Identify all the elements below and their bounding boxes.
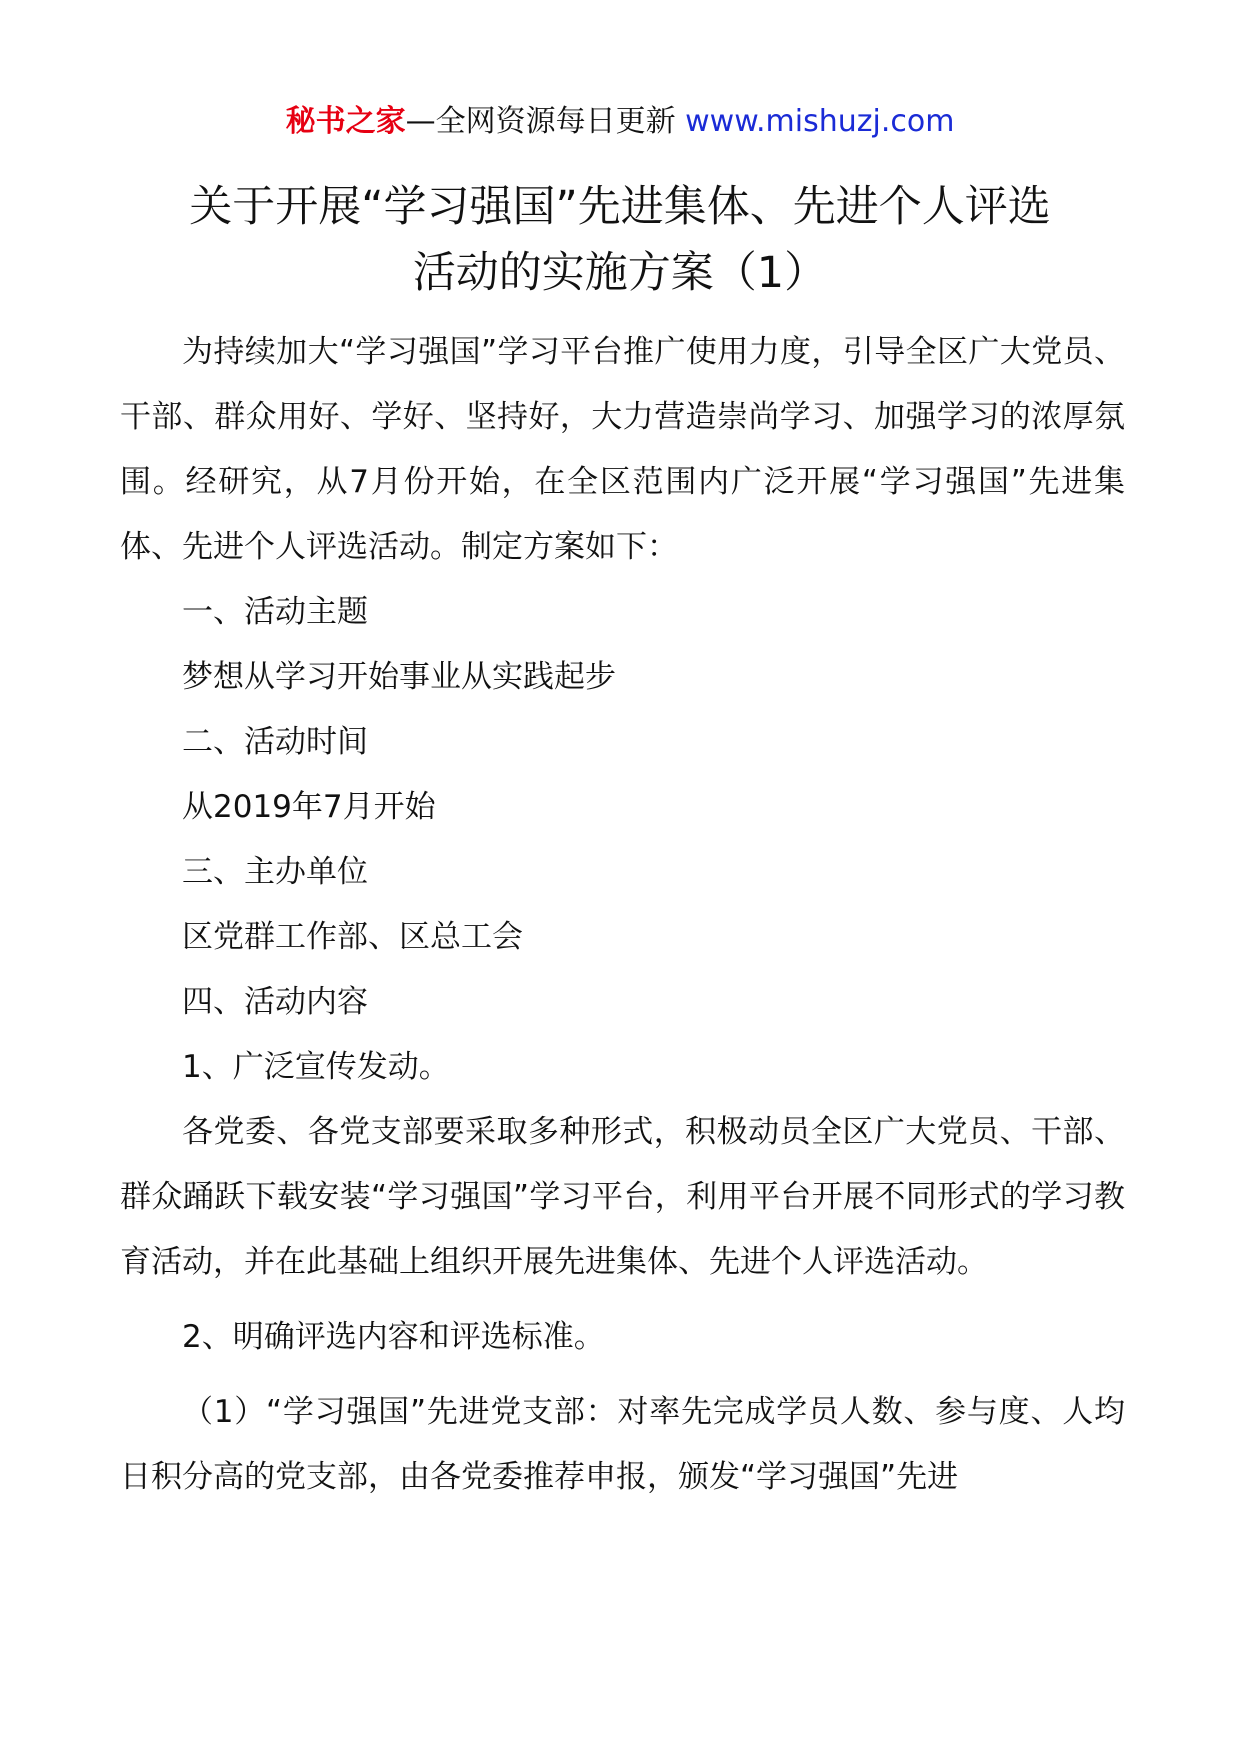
document-title: [110, 174, 1130, 306]
publicity-paragraph: 各党委、各党支部要采取多种形式，积极动员全区广大党员、干部、群众踊跃下载安装“学习强国”学习平台，利用平台开展不同形式的学习教育活动，并在此基础上组织开展先进集体、先进个人评选活动。: [120, 1114, 1125, 1280]
theme-text: 梦想从学习开始事业从实践起步: [182, 659, 616, 695]
time-text: 从2019年7月开始: [182, 789, 436, 825]
brand-name: 秘书之家: [285, 104, 406, 139]
intro-paragraph: 为持续加大“学习强国”学习平台推广使用力度，引导全区广大党员、干部、群众用好、学好、坚持好，大力营造崇尚学习、加强学习的浓厚氛围。经研究，从7月份开始，在全区范围内广泛开展“学习强国”先进集体、先进个人评选活动。制定方案如下：: [120, 334, 1125, 565]
title-line-1: 关于开展“学习强国”先进集体、先进个人评选: [189, 182, 1051, 232]
site-url-link[interactable]: www.mishuzj.com: [685, 104, 955, 139]
site-header: [0, 100, 1240, 144]
subheading-publicity: 1、广泛宣传发动。: [182, 1049, 450, 1085]
section-heading-organizer: 三、主办单位: [182, 854, 368, 890]
header-tagline: —全网资源每日更新: [405, 104, 676, 139]
section-heading-content: 四、活动内容: [182, 984, 368, 1020]
organizer-text: 区党群工作部、区总工会: [182, 919, 523, 955]
section-heading-theme: 一、活动主题: [182, 594, 368, 630]
criteria-item-1: （1）“学习强国”先进党支部：对率先完成学员人数、参与度、人均日积分高的党支部，由各党委推荐申报，颁发“学习强国”先进: [120, 1394, 1125, 1495]
subheading-criteria: 2、明确评选内容和评选标准。: [182, 1319, 605, 1355]
document-body: [120, 320, 1125, 1510]
title-line-2: 活动的实施方案（1）: [412, 248, 828, 298]
section-heading-time: 二、活动时间: [182, 724, 368, 760]
